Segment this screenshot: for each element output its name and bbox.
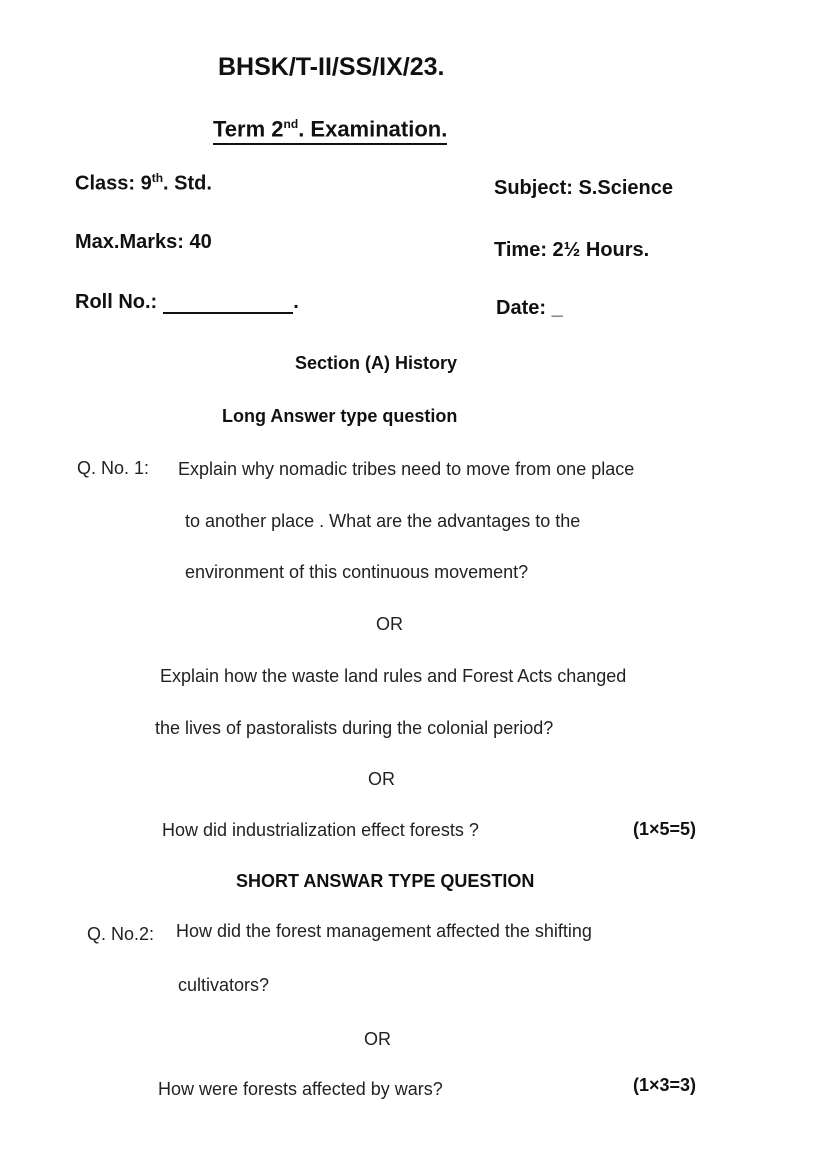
paper-code: BHSK/T-II/SS/IX/23. [218, 53, 445, 81]
q2-line: How did the forest management affected the shifting [176, 921, 592, 941]
date-field: Date: _ [496, 297, 563, 319]
subject-field: Subject: S.Science [494, 177, 673, 199]
section-title: Section (A) History [295, 353, 458, 373]
q2-or: OR [364, 1029, 391, 1049]
q1-number: Q. No. 1: [77, 458, 150, 478]
exam-title-prefix: Term 2 [213, 116, 284, 142]
max-marks-field: Max.Marks: 40 [75, 231, 212, 253]
q2-alt: How were forests affected by wars? [158, 1079, 443, 1099]
q1-alt2: How did industrialization effect forests ? [162, 820, 479, 840]
exam-title-sup: nd [283, 117, 299, 131]
q1-alt-line: Explain how the waste land rules and Forest Acts changed [160, 666, 627, 686]
q1-line: to another place . What are the advantages to the [185, 511, 581, 531]
section-subtitle: Long Answer type question [222, 406, 458, 426]
exam-title-suffix: . Examination. [298, 116, 448, 142]
q1-line: Explain why nomadic tribes need to move from one place [178, 459, 635, 479]
time-field: Time: 2½ Hours. [494, 239, 650, 261]
class-label: Class: 9 [75, 172, 152, 195]
roll-end: . [293, 291, 299, 313]
q2-number: Q. No.2: [87, 924, 155, 944]
roll-no-field [75, 292, 299, 314]
q2-marks: (1×3=3) [633, 1075, 697, 1095]
short-answer-title: SHORT ANSWAR TYPE QUESTION [236, 871, 535, 891]
class-suffix: . Std. [163, 172, 212, 195]
q1-or: OR [368, 769, 395, 789]
q1-marks: (1×5=5) [633, 819, 697, 839]
q1-line: environment of this continuous movement? [185, 562, 529, 582]
roll-blank [163, 292, 293, 314]
q1-alt-line: the lives of pastoralists during the colonial period? [155, 718, 554, 738]
q2-line: cultivators? [178, 975, 270, 995]
roll-label: Roll No.: [75, 291, 158, 313]
class-sup: th [151, 171, 164, 185]
class-field [75, 172, 212, 194]
q1-or: OR [376, 614, 403, 634]
exam-title [213, 118, 447, 145]
